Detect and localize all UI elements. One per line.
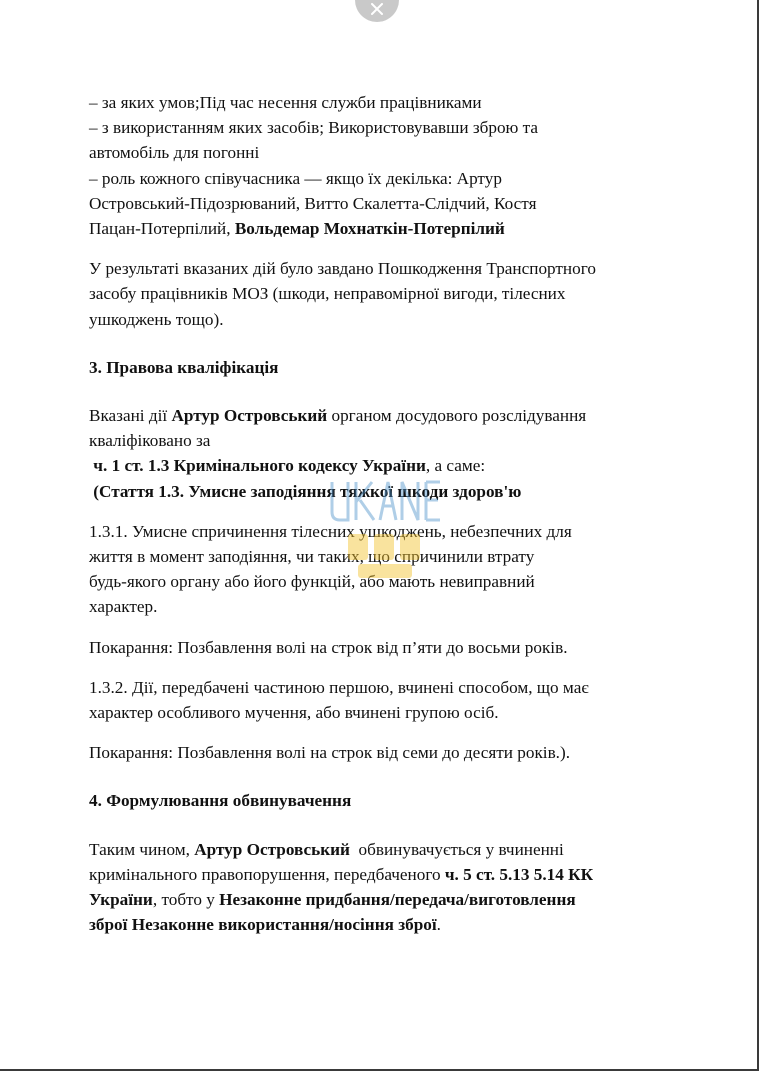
offense-name: Незаконне придбання/передача/виготовлення [219, 890, 576, 910]
paragraph-line: життя в момент заподіяння, чи таких, що спричинили втрату [89, 547, 535, 567]
qualification-paragraph [89, 403, 674, 504]
offense-name: зброї Незаконне використання/носіння зброї [89, 915, 437, 935]
paragraph-line [89, 887, 674, 912]
penalty-text: Покарання: Позбавлення волі на строк від семи до десяти років.). [89, 743, 570, 763]
section-heading-legal-qualification: 3. Правова кваліфікація [89, 357, 279, 377]
paragraph-line [89, 912, 674, 937]
paragraph-line: характер. [89, 597, 158, 617]
paragraph-line: ушкоджень тощо). [89, 309, 224, 329]
victim-name: Вольдемар Мохнаткін-Потерпілий [234, 219, 505, 239]
text: кримінального правопорушення, передбаченого [89, 864, 445, 884]
code-reference: ч. 5 ст. 5.13 5.14 КК [444, 864, 594, 884]
list-item: – за яких умов;Під час несення служби працівниками [89, 93, 482, 112]
paragraph-line [89, 403, 674, 428]
circumstances-list [89, 90, 674, 241]
accused-name: Артур Островський [194, 839, 350, 859]
text: органом досудового розслідування [327, 406, 587, 426]
paragraph-line [89, 862, 674, 887]
paragraph-line [89, 837, 674, 862]
participants-text: Пацан-Потерпілий, [89, 219, 235, 239]
close-icon [371, 3, 383, 15]
result-paragraph [89, 256, 674, 332]
text: Вказані дії [89, 406, 172, 426]
paragraph-line: характер особливого мучення, або вчинені групою осіб. [89, 703, 499, 723]
document-body [89, 90, 674, 937]
text: , а саме: [425, 456, 486, 476]
paragraph-line: 1.3.2. Дії, передбачені частиною першою, вчинені способом, що має [89, 677, 589, 697]
close-button[interactable] [355, 0, 399, 22]
paragraph-line [89, 453, 674, 478]
text: обвинувачується у вчиненні [349, 839, 564, 859]
list-item-continuation: автомобіль для погонні [89, 143, 260, 163]
text: Таким чином, [89, 839, 195, 859]
paragraph-line: засобу працівників МОЗ (шкоди, неправомірної вигоди, тілесних [89, 284, 566, 304]
article-1-3-2 [89, 675, 674, 725]
paragraph-line: У результаті вказаних дій було завдано Пошкодження Транспортного [89, 259, 596, 279]
section-heading-charge-wording: 4. Формулювання обвинувачення [89, 791, 352, 811]
article-1-3-1 [89, 519, 674, 620]
list-item-continuation: Островський-Підозрюваний, Витто Скалетта-Слідчий, Костя [89, 193, 537, 213]
penalty-text: Покарання: Позбавлення волі на строк від п’яти до восьми років. [89, 637, 568, 657]
article-title: (Стаття 1.3. Умисне заподіяння тяжкої шкоди здоров'ю [89, 481, 522, 501]
paragraph-line: 1.3.1. Умисне спричинення тілесних ушкоджень, небезпечних для [89, 521, 572, 541]
paragraph-line [89, 479, 674, 504]
list-item-continuation [89, 216, 674, 241]
text: , тобто у [152, 890, 220, 910]
article-reference: ч. 1 ст. 1.3 Кримінального кодексу України [89, 456, 426, 476]
charge-paragraph [89, 837, 674, 938]
code-reference: України [89, 890, 153, 910]
paragraph-line: будь-якого органу або його функцій, або мають невиправний [89, 572, 535, 592]
text: . [436, 915, 441, 935]
suspect-name: Артур Островський [171, 406, 328, 426]
list-item: – з використанням яких засобів; Використовувавши зброю та [89, 118, 539, 138]
paragraph-line: кваліфіковано за [89, 431, 211, 451]
list-item: – роль кожного співучасника — якщо їх декілька: Артур [89, 168, 502, 188]
